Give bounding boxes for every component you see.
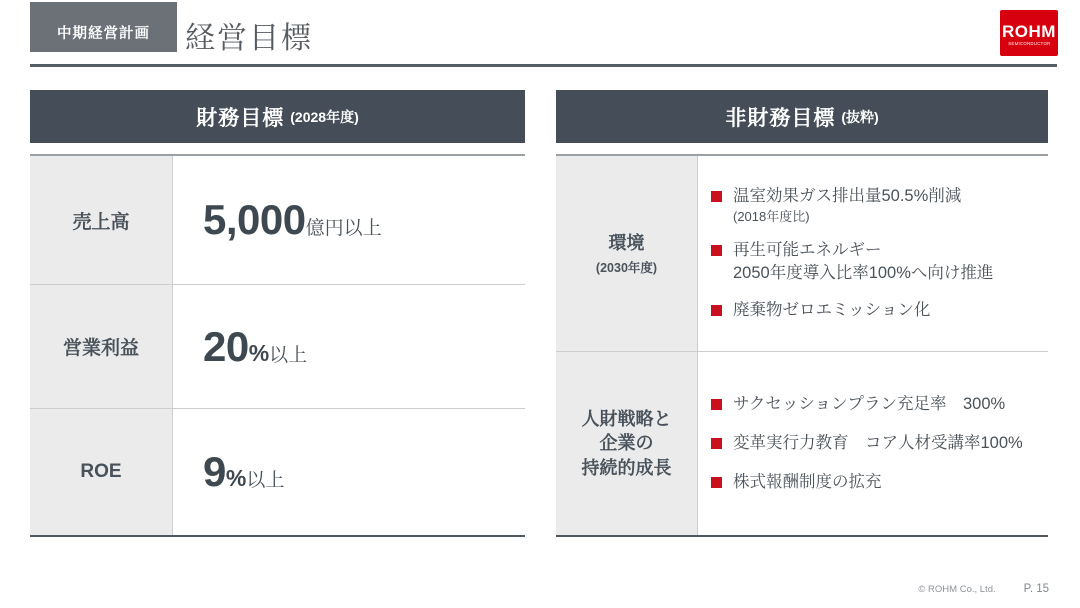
- rohm-logo-subtext: SEMICONDUCTOR: [1007, 41, 1051, 46]
- row-label: 環境: [608, 233, 645, 254]
- row-label-cell: [556, 352, 698, 535]
- bullet-text: 廃棄物ゼロエミッション化: [733, 300, 931, 319]
- bullet-square-icon: [711, 477, 722, 488]
- page-number: P. 15: [1023, 583, 1049, 595]
- rohm-logo-wordmark: ROHM: [1002, 21, 1056, 41]
- bullet-text-line2: 2050年度導入比率100%へ向け推進: [733, 264, 994, 283]
- rohm-logo: [1000, 10, 1058, 56]
- non-financial-table-body: [556, 154, 1048, 537]
- list-item: [711, 239, 1042, 285]
- row-value-cell: [173, 285, 525, 408]
- row-label-line1: 人財戦略と: [581, 409, 672, 430]
- financial-table-body: [30, 154, 525, 537]
- page-title: 経営目標: [185, 22, 313, 55]
- bullet-text: 再生可能エネルギー: [733, 241, 882, 260]
- row-value: 5,000: [203, 196, 306, 243]
- bullet-square-icon: [711, 438, 722, 449]
- bullet-square-icon: [711, 305, 722, 316]
- row-unit-strong: %: [248, 339, 270, 366]
- badge-label: 中期経営計画: [57, 26, 150, 42]
- list-item: [711, 299, 1042, 322]
- list-item: [711, 471, 1042, 494]
- row-label-cell: [30, 409, 173, 535]
- slide-footer: [918, 583, 1049, 595]
- bullet-text: 変革実行力教育 コア人材受講率100%: [733, 433, 1023, 452]
- midterm-plan-badge: [30, 2, 177, 52]
- non-financial-table-header: [556, 90, 1048, 143]
- financial-header-title: 財務目標: [196, 106, 285, 130]
- table-row-sales: [30, 156, 525, 285]
- bullet-note: (2018年度比): [733, 209, 810, 225]
- row-unit: 億円以上: [305, 218, 382, 239]
- copyright-text: © ROHM Co., Ltd.: [918, 584, 996, 595]
- row-label: ROE: [80, 461, 122, 482]
- row-label-cell: [30, 285, 173, 408]
- row-content-cell: [698, 156, 1048, 351]
- row-value-cell: [173, 156, 525, 284]
- bullet-text: 株式報酬制度の拡充: [733, 473, 882, 492]
- financial-targets-table: [30, 90, 525, 537]
- table-row-roe: [30, 409, 525, 537]
- non-financial-header-title: 非財務目標: [725, 106, 836, 130]
- list-item: [711, 185, 1042, 226]
- bullet-text: サクセッションプラン充足率 300%: [733, 394, 1006, 413]
- financial-table-header: [30, 90, 525, 143]
- header-divider: [30, 64, 1057, 67]
- row-label-line2: 企業の: [599, 433, 654, 454]
- row-label-note: (2030年度): [595, 260, 658, 275]
- table-row-operating-profit: [30, 285, 525, 409]
- bullet-square-icon: [711, 245, 722, 256]
- non-financial-header-note: (抜粋): [841, 108, 879, 125]
- bullet-text: 温室効果ガス排出量50.5%削減: [733, 187, 962, 206]
- financial-header-note: (2028年度): [290, 108, 359, 125]
- row-label-line3: 持続的成長: [581, 457, 672, 478]
- row-unit: 以上: [246, 470, 285, 491]
- table-row-human-capital: [556, 352, 1048, 537]
- row-label: 営業利益: [62, 338, 139, 359]
- list-item: [711, 393, 1042, 416]
- bullet-square-icon: [711, 191, 722, 202]
- row-unit-strong: %: [225, 465, 247, 491]
- row-label: 売上高: [72, 211, 130, 233]
- row-unit: 以上: [269, 344, 308, 366]
- row-label-cell: [556, 156, 698, 351]
- list-item: [711, 432, 1042, 455]
- row-value: 20: [203, 322, 249, 370]
- row-label-cell: [30, 156, 173, 284]
- row-value-cell: [173, 409, 525, 535]
- table-row-environment: [556, 156, 1048, 352]
- row-content-cell: [698, 352, 1048, 535]
- non-financial-targets-table: [556, 90, 1048, 537]
- bullet-square-icon: [711, 399, 722, 410]
- row-value: 9: [203, 448, 226, 495]
